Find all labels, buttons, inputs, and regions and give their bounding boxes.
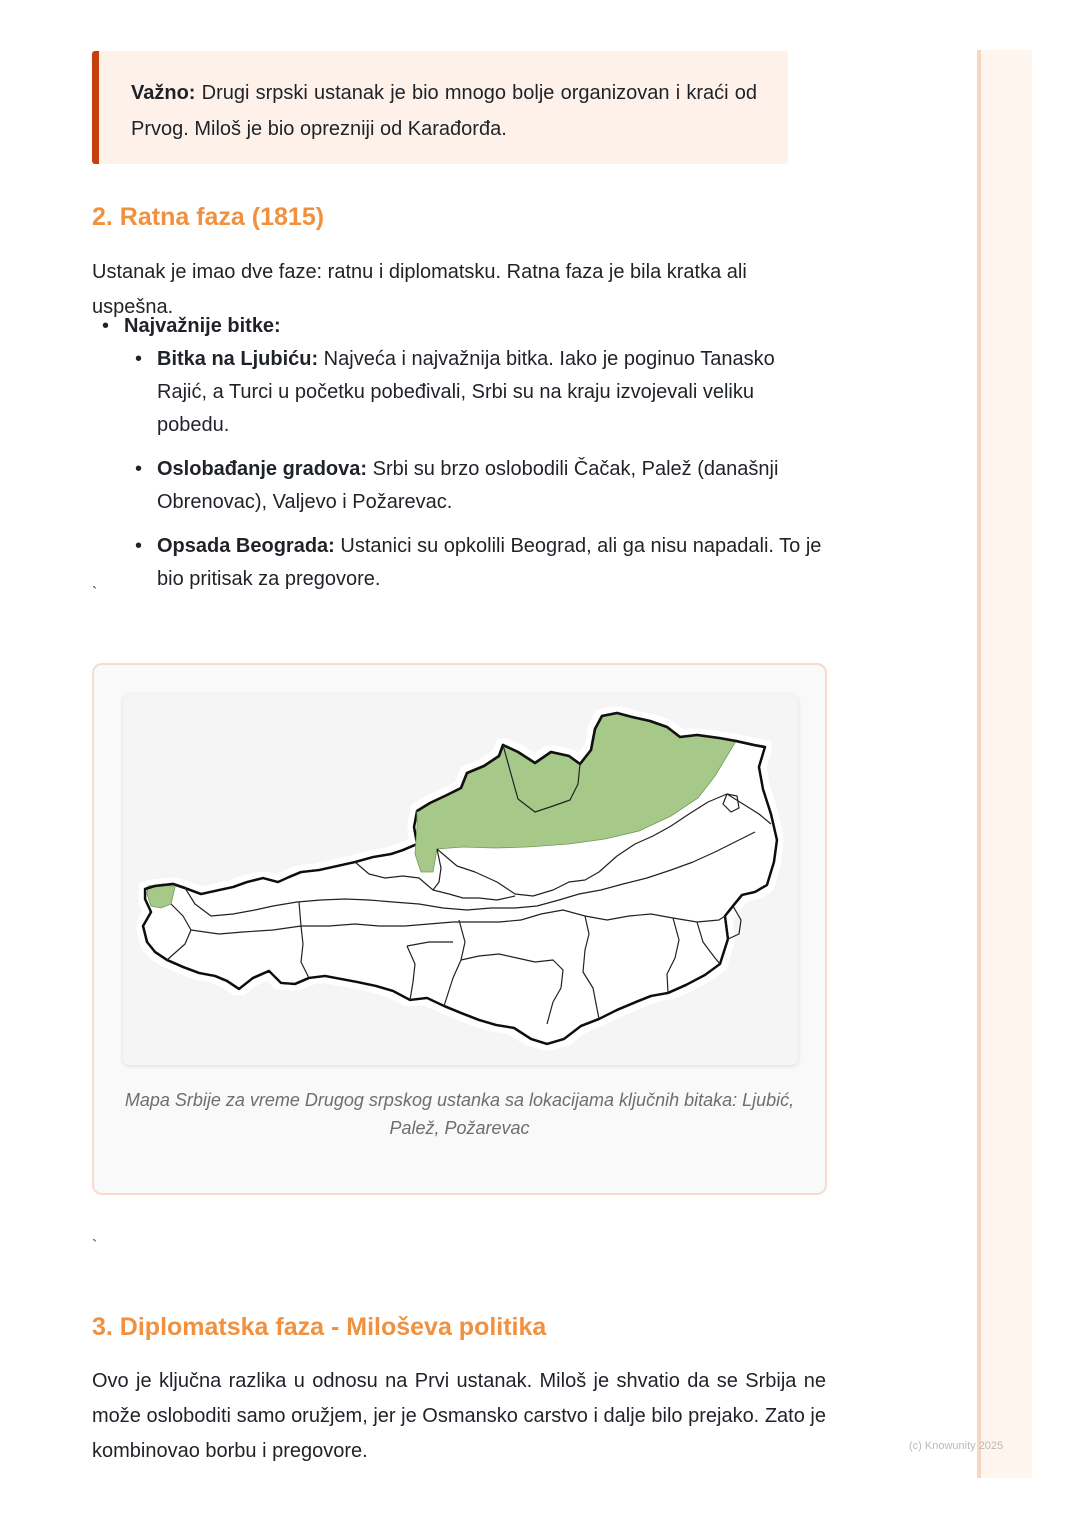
battle-text: Ustanici su opkolili Beograd, ali ga nisu napadali. To je bio pritisak za pregovore.: [157, 535, 822, 590]
note-text: Drugi srpski ustanak je bio mnogo bolje organizovan i kraći od Prvog. Miloš je bio oprezniji od Karađorđa.: [131, 82, 757, 140]
battle-label: Bitka na Ljubiću:: [157, 348, 319, 370]
battle-label: Opsada Beograda:: [157, 535, 335, 557]
list-item: [124, 530, 826, 596]
battles-sublist: [124, 343, 826, 596]
map-figure: [92, 663, 827, 1195]
list-item: [124, 343, 826, 442]
sidebar-stripe: [977, 50, 1032, 1478]
battles-list-title: Najvažnije bitke:: [124, 315, 281, 337]
list-item: [124, 453, 826, 519]
stray-backtick: `: [92, 585, 98, 602]
battles-list-item: [92, 310, 826, 596]
battle-label: Oslobađanje gradova:: [157, 458, 368, 480]
note-label: Važno:: [131, 82, 196, 104]
section-3-heading: 3. Diplomatska faza - Miloševa politika: [92, 1313, 547, 1341]
map-card: [123, 694, 798, 1065]
battle-text: Srbi su brzo oslobodili Čačak, Palež (današnji Obrenovac), Valjevo i Požarevac.: [157, 458, 779, 513]
important-note-box: [92, 51, 788, 164]
footer-credit: (c) Knowunity 2025: [909, 1440, 1004, 1452]
stray-backtick: `: [92, 1238, 98, 1255]
battles-list: [92, 310, 826, 607]
sidebar-stripe-edge: [977, 50, 981, 1478]
section-2-heading: 2. Ratna faza (1815): [92, 203, 325, 231]
map-caption: Mapa Srbije za vreme Drugog srpskog ustanka sa lokacijama ključnih bitaka: Ljubić, Palež, Požarevac: [124, 1090, 795, 1138]
map-outline-icon: [123, 694, 798, 1065]
note-paragraph: [131, 75, 757, 147]
battle-text: Najveća i najvažnija bitka. Iako je poginuo Tanasko Rajić, a Turci u početku pobeđivali, Srbi su na kraju izvojevali veliku pobedu.: [157, 348, 775, 436]
section-3-paragraph: Ovo je ključna razlika u odnosu na Prvi ustanak. Miloš je shvatio da se Srbija ne može osloboditi samo oružjem, jer je Osmansko carstvo i dalje bilo prejako. Zato je kombinovao borbu i pregovore.: [92, 1370, 826, 1462]
section-2-intro: Ustanak je imao dve faze: ratnu i diplomatsku. Ratna faza je bila kratka ali uspešna.: [92, 261, 747, 318]
